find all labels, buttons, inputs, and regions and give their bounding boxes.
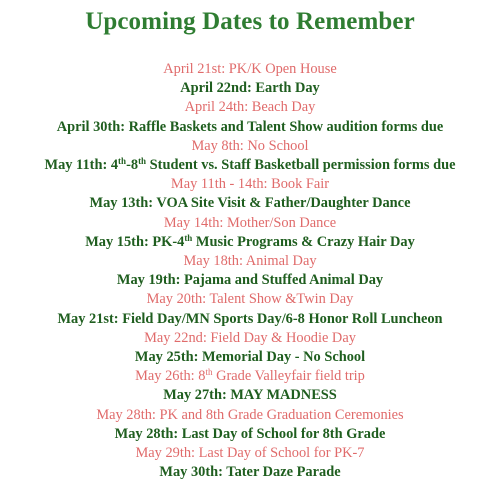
page-title: Upcoming Dates to Remember [85,8,415,35]
events-list [0,60,500,482]
ordinal-suffix: th [184,232,193,243]
event-may-28-graduation: May 28th: PK and 8th Grade Graduation Ceremonies [96,406,404,423]
event-may-22: May 22nd: Field Day & Hoodie Day [144,329,356,346]
event-text-part: Grade Valleyfair field trip [212,368,365,385]
event-may-13: May 13th: VOA Site Visit & Father/Daughter Dance [89,195,411,212]
event-may-27: May 27th: MAY MADNESS [163,387,337,404]
event-may-14: May 14th: Mother/Son Dance [163,214,337,231]
event-april-21: April 21st: PK/K Open House [163,61,337,77]
ordinal-suffix: th [118,156,127,167]
event-may-11-14: May 11th - 14th: Book Fair [170,176,330,193]
event-may-30: May 30th: Tater Daze Parade [159,464,341,481]
event-text-part: Music Programs & Crazy Hair Day [192,233,415,250]
event-text-part: May 11th: 4 [44,157,119,174]
event-may-21: May 21st: Field Day/MN Sports Day/6-8 Honor Roll Luncheon [57,310,443,327]
event-text-part: May 26th: 8 [135,368,206,385]
event-text-part: -8 [126,157,139,174]
event-may-19: May 19th: Pajama and Stuffed Animal Day [116,272,384,289]
event-april-24: April 24th: Beach Day [184,99,316,116]
event-may-25: May 25th: Memorial Day - No School [134,349,366,366]
event-text-part: May 15th: PK-4 [85,233,185,250]
title-spacer [0,38,500,60]
event-may-28-last-day: May 28th: Last Day of School for 8th Grade [114,425,386,442]
event-april-22: April 22nd: Earth Day [180,80,320,97]
event-april-30: April 30th: Raffle Baskets and Talent Show audition forms due [56,118,444,135]
ordinal-suffix: th [205,367,213,378]
event-may-20: May 20th: Talent Show &Twin Day [146,291,354,308]
event-text-part: Student vs. Staff Basketball permission forms due [146,157,456,174]
event-may-8: May 8th: No School [191,137,309,154]
event-may-15 [0,233,500,252]
ordinal-suffix: th [138,156,147,167]
event-may-18: May 18th: Animal Day [183,253,317,270]
event-may-26 [0,367,500,386]
event-may-29: May 29th: Last Day of School for PK-7 [135,445,365,462]
event-may-11-basketball [0,156,500,175]
